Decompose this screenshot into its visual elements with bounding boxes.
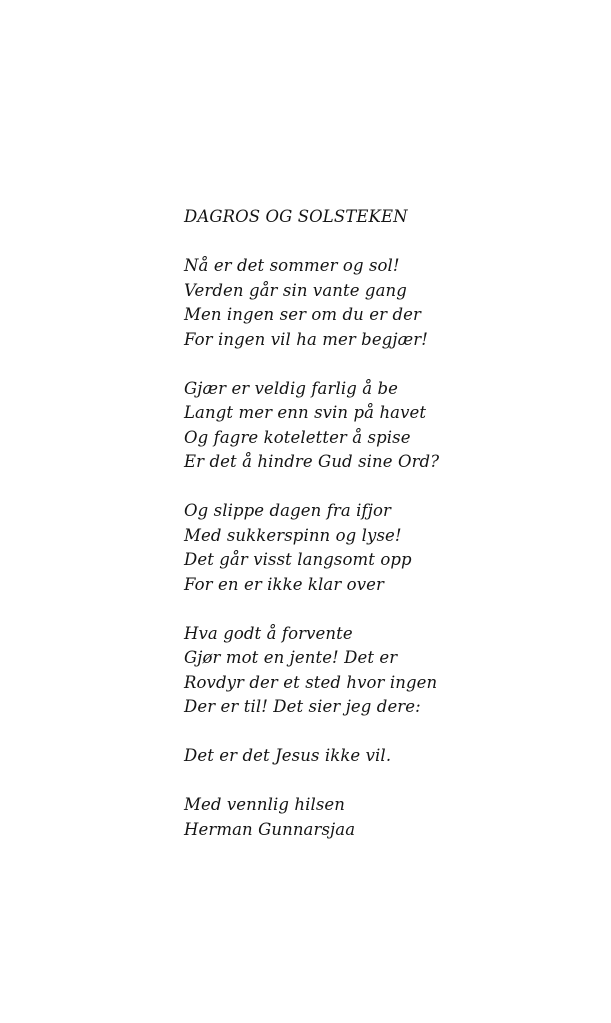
poem-line: For en er ikke klar over xyxy=(184,574,384,594)
stanza-2 xyxy=(184,377,584,475)
poem-line: Er det å hindre Gud sine Ord? xyxy=(184,452,440,471)
poem xyxy=(184,205,584,842)
stanza-4 xyxy=(184,622,584,720)
poem-line: Verden går sin vante gang xyxy=(184,280,407,300)
closing-salutation: Med vennlig hilsen xyxy=(184,795,346,814)
poem-line: Det går visst langsomt opp xyxy=(184,550,412,569)
poem-line: Der er til! Det sier jeg dere: xyxy=(184,697,421,716)
poem-title-block xyxy=(184,205,584,230)
closing-block xyxy=(184,793,584,842)
poem-line: Langt mer enn svin på havet xyxy=(184,403,427,422)
stanza-1 xyxy=(184,254,584,352)
poem-line: Rovdyr der et sted hvor ingen xyxy=(184,672,438,692)
poem-line: For ingen vil ha mer begjær! xyxy=(184,329,428,349)
poem-line: Men ingen ser om du er der xyxy=(184,305,421,324)
stanza-5 xyxy=(184,744,584,769)
poem-line: Hva godt å forvente xyxy=(184,623,353,643)
poem-line: Gjær er veldig farlig å be xyxy=(184,378,399,398)
closing-author: Herman Gunnarsjaa xyxy=(184,819,356,839)
stanza-3 xyxy=(184,499,584,597)
poem-line: Med sukkerspinn og lyse! xyxy=(184,525,402,545)
poem-title: DAGROS OG SOLSTEKEN xyxy=(184,207,408,226)
poem-line: Og fagre koteletter å spise xyxy=(184,427,411,447)
poem-line: Gjør mot en jente! Det er xyxy=(184,648,398,667)
poem-line: Nå er det sommer og sol! xyxy=(184,256,400,275)
poem-line: Det er det Jesus ikke vil. xyxy=(184,746,392,765)
poem-line: Og slippe dagen fra ifjor xyxy=(184,501,391,520)
